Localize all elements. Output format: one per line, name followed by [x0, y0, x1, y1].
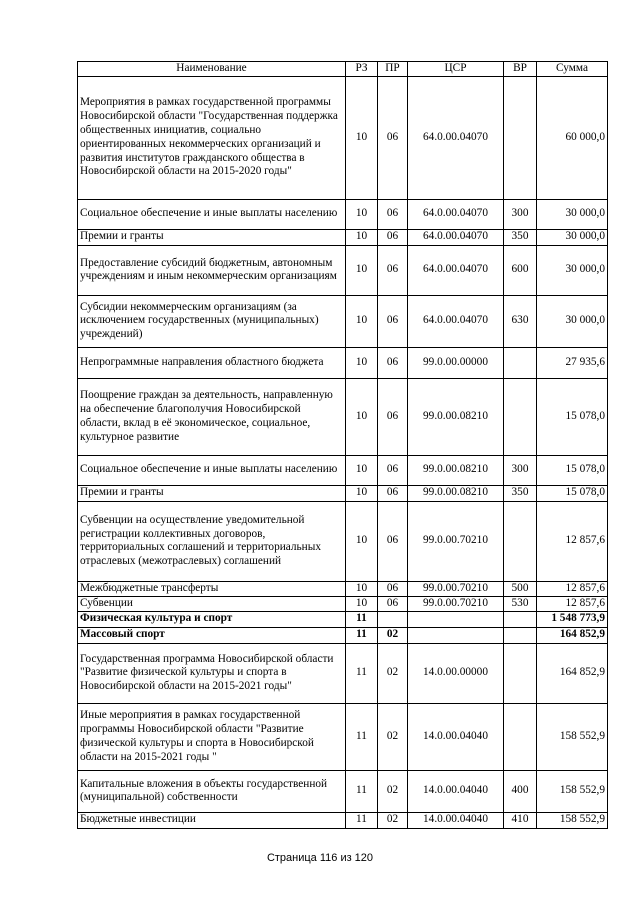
row-rz: 10 [346, 596, 378, 611]
row-vr [504, 643, 537, 703]
row-csr: 99.0.00.70210 [408, 596, 504, 611]
row-name: Мероприятия в рамках государственной программы Новосибирской области "Государственная поддержка общественных инициатив, социально ориентированных некоммерческих организаций и развития институтов гражданского общества в Новосибирской области на 2015-2020 годы" [78, 76, 346, 199]
row-rz: 10 [346, 501, 378, 581]
row-rz: 10 [346, 347, 378, 378]
row-name: Субвенции [78, 596, 346, 611]
row-pr: 06 [378, 501, 408, 581]
table-row [78, 501, 608, 581]
row-csr: 14.0.00.00000 [408, 643, 504, 703]
row-pr: 06 [378, 199, 408, 229]
row-csr [408, 611, 504, 627]
row-pr: 06 [378, 295, 408, 347]
row-name: Поощрение граждан за деятельность, направленную на обеспечение благополучия Новосибирской области, вклад в её экономическое, социальное, культурное развитие [78, 378, 346, 455]
row-rz: 10 [346, 485, 378, 501]
row-csr: 64.0.00.04070 [408, 76, 504, 199]
row-csr: 99.0.00.70210 [408, 581, 504, 596]
row-rz: 11 [346, 643, 378, 703]
row-vr [504, 627, 537, 643]
row-sum: 158 552,9 [537, 770, 608, 812]
row-name: Премии и гранты [78, 485, 346, 501]
row-csr: 14.0.00.04040 [408, 703, 504, 770]
row-rz: 11 [346, 611, 378, 627]
row-sum: 12 857,6 [537, 596, 608, 611]
table-row [78, 455, 608, 485]
row-sum: 12 857,6 [537, 581, 608, 596]
row-sum: 27 935,6 [537, 347, 608, 378]
row-vr: 500 [504, 581, 537, 596]
row-csr: 99.0.00.08210 [408, 455, 504, 485]
row-csr: 64.0.00.04070 [408, 245, 504, 295]
row-csr: 64.0.00.04070 [408, 199, 504, 229]
row-name: Физическая культура и спорт [78, 611, 346, 627]
row-sum: 30 000,0 [537, 199, 608, 229]
table-row [78, 229, 608, 245]
row-pr: 02 [378, 812, 408, 828]
row-pr: 02 [378, 770, 408, 812]
row-pr: 06 [378, 455, 408, 485]
table-row [78, 485, 608, 501]
row-csr: 99.0.00.00000 [408, 347, 504, 378]
row-rz: 11 [346, 812, 378, 828]
row-pr: 02 [378, 703, 408, 770]
table-row [78, 643, 608, 703]
row-name: Иные мероприятия в рамках государственной программы Новосибирской области "Развитие физической культуры и спорта в Новосибирской области на 2015-2021 годы " [78, 703, 346, 770]
row-pr: 06 [378, 245, 408, 295]
row-sum: 15 078,0 [537, 485, 608, 501]
row-pr: 02 [378, 627, 408, 643]
row-rz: 10 [346, 378, 378, 455]
row-sum: 30 000,0 [537, 245, 608, 295]
row-rz: 10 [346, 76, 378, 199]
row-name: Бюджетные инвестиции [78, 812, 346, 828]
table-row [78, 611, 608, 627]
row-name: Капитальные вложения в объекты государственной (муниципальной) собственности [78, 770, 346, 812]
header-sum: Сумма [537, 62, 608, 77]
row-vr: 630 [504, 295, 537, 347]
header-pr: ПР [378, 62, 408, 77]
table-row [78, 295, 608, 347]
row-rz: 10 [346, 229, 378, 245]
table-row [78, 199, 608, 229]
table-row [78, 347, 608, 378]
row-pr: 06 [378, 596, 408, 611]
row-sum: 30 000,0 [537, 229, 608, 245]
row-csr [408, 627, 504, 643]
row-name: Государственная программа Новосибирской области "Развитие физической культуры и спорта в Новосибирской области на 2015-2021 годы" [78, 643, 346, 703]
row-csr: 14.0.00.04040 [408, 770, 504, 812]
row-csr: 14.0.00.04040 [408, 812, 504, 828]
row-vr [504, 76, 537, 199]
row-vr: 350 [504, 485, 537, 501]
row-csr: 64.0.00.04070 [408, 229, 504, 245]
row-pr: 06 [378, 378, 408, 455]
row-pr: 06 [378, 76, 408, 199]
row-pr [378, 611, 408, 627]
row-vr: 400 [504, 770, 537, 812]
row-pr: 06 [378, 581, 408, 596]
row-rz: 11 [346, 627, 378, 643]
row-sum: 158 552,9 [537, 812, 608, 828]
table-row [78, 76, 608, 199]
row-sum: 12 857,6 [537, 501, 608, 581]
row-rz: 10 [346, 581, 378, 596]
table-row [78, 378, 608, 455]
row-sum: 164 852,9 [537, 643, 608, 703]
row-rz: 10 [346, 455, 378, 485]
table-row [78, 812, 608, 828]
header-vr: ВР [504, 62, 537, 77]
row-sum: 60 000,0 [537, 76, 608, 199]
row-csr: 99.0.00.08210 [408, 378, 504, 455]
row-vr: 300 [504, 455, 537, 485]
row-sum: 164 852,9 [537, 627, 608, 643]
row-pr: 06 [378, 485, 408, 501]
row-vr: 600 [504, 245, 537, 295]
row-name: Непрограммные направления областного бюджета [78, 347, 346, 378]
table-row [78, 703, 608, 770]
row-vr [504, 501, 537, 581]
row-pr: 02 [378, 643, 408, 703]
row-name: Социальное обеспечение и иные выплаты населению [78, 455, 346, 485]
row-vr: 410 [504, 812, 537, 828]
row-sum: 15 078,0 [537, 455, 608, 485]
row-rz: 10 [346, 199, 378, 229]
row-sum: 158 552,9 [537, 703, 608, 770]
row-pr: 06 [378, 347, 408, 378]
table-row [78, 245, 608, 295]
row-rz: 11 [346, 770, 378, 812]
table-header-row [78, 62, 608, 77]
row-csr: 64.0.00.04070 [408, 295, 504, 347]
row-sum: 1 548 773,9 [537, 611, 608, 627]
table-row [78, 596, 608, 611]
row-name: Субсидии некоммерческим организациям (за исключением государственных (муниципальных) учреждений) [78, 295, 346, 347]
row-vr: 300 [504, 199, 537, 229]
row-name: Предоставление субсидий бюджетным, автономным учреждениям и иным некоммерческим организациям [78, 245, 346, 295]
row-rz: 11 [346, 703, 378, 770]
row-vr [504, 703, 537, 770]
page-number: Страница 116 из 120 [266, 852, 374, 864]
row-name: Премии и гранты [78, 229, 346, 245]
budget-table [77, 61, 608, 829]
row-vr: 530 [504, 596, 537, 611]
row-csr: 99.0.00.08210 [408, 485, 504, 501]
row-name: Межбюджетные трансферты [78, 581, 346, 596]
row-vr [504, 378, 537, 455]
row-rz: 10 [346, 245, 378, 295]
row-sum: 15 078,0 [537, 378, 608, 455]
row-csr: 99.0.00.70210 [408, 501, 504, 581]
row-vr: 350 [504, 229, 537, 245]
row-name: Субвенции на осуществление уведомительной регистрации коллективных договоров, территориальных соглашений и территориальных отраслевых (межотраслевых) соглашений [78, 501, 346, 581]
table-row [78, 581, 608, 596]
header-rz: РЗ [346, 62, 378, 77]
table-row [78, 770, 608, 812]
row-vr [504, 611, 537, 627]
row-vr [504, 347, 537, 378]
header-csr: ЦСР [408, 62, 504, 77]
row-name: Социальное обеспечение и иные выплаты населению [78, 199, 346, 229]
table-row [78, 627, 608, 643]
row-sum: 30 000,0 [537, 295, 608, 347]
header-name: Наименование [78, 62, 346, 77]
row-pr: 06 [378, 229, 408, 245]
row-rz: 10 [346, 295, 378, 347]
row-name: Массовый спорт [78, 627, 346, 643]
